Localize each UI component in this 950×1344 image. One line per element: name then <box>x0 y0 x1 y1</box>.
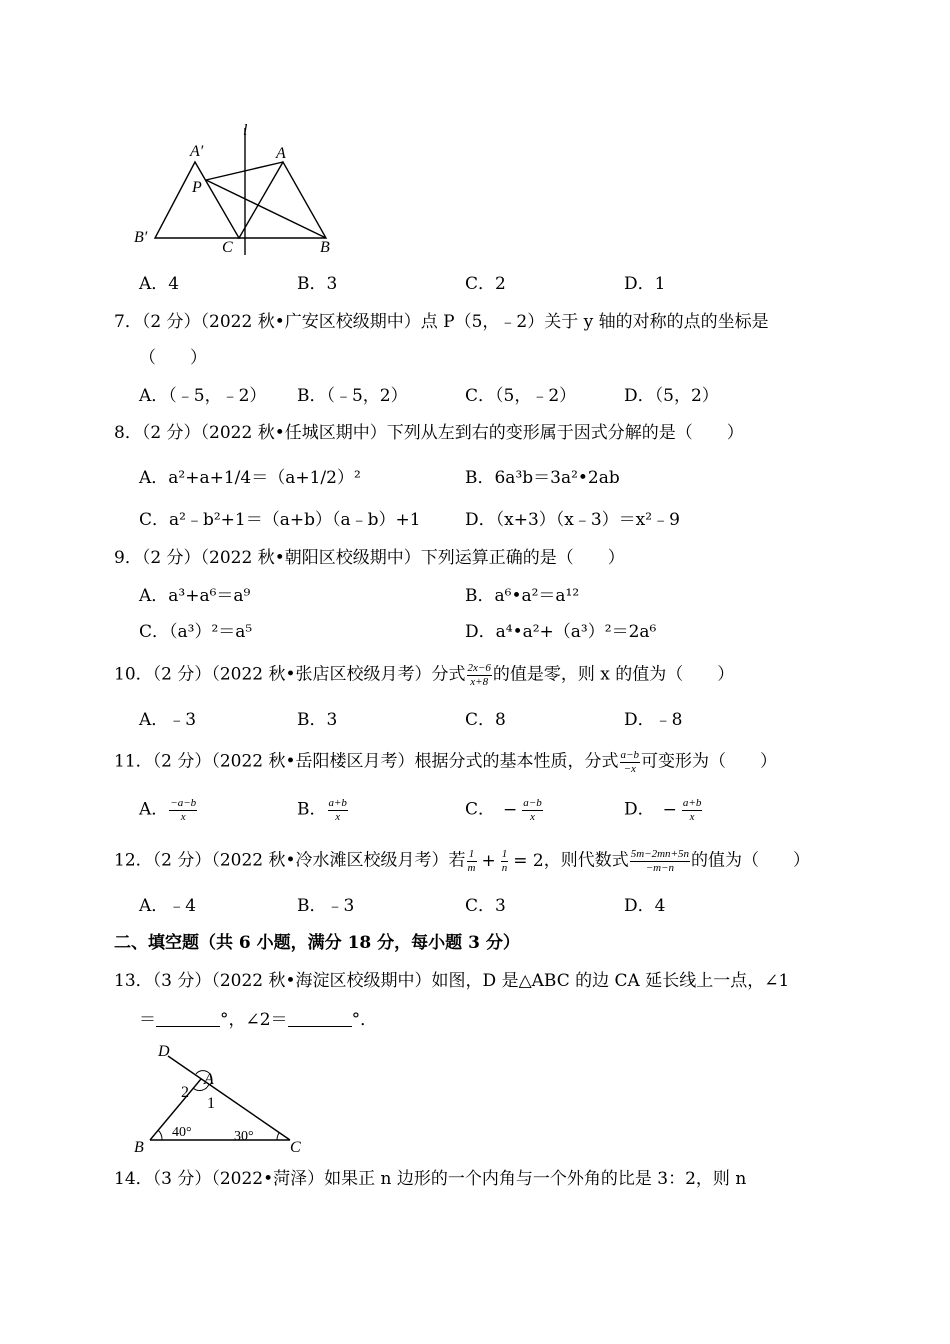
q11-option-d-num: a+b <box>682 797 702 809</box>
q12-stem-pre: 12．（2 分）（2022 秋•冷水滩区校级月考）若 <box>114 850 466 871</box>
q6-option-b: B．3 <box>297 274 338 294</box>
figure-reflection-diagram <box>130 120 350 260</box>
q11-frac-num: a−b <box>620 749 639 761</box>
q9-stem: 9．（2 分）（2022 秋•朝阳区校级期中）下列运算正确的是（ ） <box>114 548 625 568</box>
q12-option-d: D．4 <box>624 896 666 916</box>
label-angle-b: 40° <box>172 1125 192 1140</box>
label-d: D <box>158 1043 170 1060</box>
q11-option-b-den: x <box>335 810 341 823</box>
q9-option-a: A．a³+a⁶＝a⁹ <box>139 586 251 606</box>
q7-stem: 7．（2 分）（2022 秋•广安区校级期中）点 P（5，﹣2）关于 y 轴的对称的点的坐标是 <box>114 312 769 332</box>
q7-option-a: A．（﹣5，﹣2） <box>139 386 267 406</box>
q11-option-c-den: x <box>530 810 535 823</box>
q10-frac-num: 2x−6 <box>467 662 491 674</box>
q12-option-a: A．﹣4 <box>139 896 197 916</box>
q11-option-a-frac <box>169 797 197 823</box>
q11-option-a-den: x <box>180 810 186 823</box>
q9-option-c: C．（a³）²＝a⁵ <box>139 622 253 642</box>
q11-option-a-label: A． <box>139 799 169 820</box>
q11-option-a <box>139 797 198 823</box>
label-p: P <box>192 179 202 196</box>
label-a-prime: A′ <box>190 143 204 160</box>
section-2-heading: 二、填空题（共 6 小题，满分 18 分，每小题 3 分） <box>114 933 520 953</box>
q11-stem <box>114 749 777 775</box>
q10-stem-pre: 10．（2 分）（2022 秋•张店区校级月考）分式 <box>114 664 466 685</box>
q8-option-d: D．（x+3）（x﹣3）＝x²﹣9 <box>465 510 680 530</box>
q6-option-d: D．1 <box>624 274 666 294</box>
label-angle-2: 2 <box>181 1084 189 1101</box>
q13-eq: ＝ <box>139 1010 156 1030</box>
q11-frac-den: −x <box>623 762 636 775</box>
q12-frac-den: −m−n <box>645 861 674 874</box>
label-a: A <box>276 145 286 162</box>
q9-option-b: B．a⁶•a²＝a¹² <box>465 586 580 606</box>
q11-option-d-frac <box>682 797 702 823</box>
q11-option-b-frac <box>328 797 348 823</box>
q10-fraction <box>467 662 492 688</box>
label-c2: C <box>290 1139 301 1155</box>
q12-option-b: B．﹣3 <box>297 896 355 916</box>
q11-option-d <box>624 797 703 823</box>
q14-stem: 14．（3 分）（2022•菏泽）如果正 n 边形的一个内角与一个外角的比是 3：2，则 n <box>114 1169 747 1189</box>
q6-option-a: A．4 <box>139 274 180 294</box>
label-a2: A <box>204 1071 214 1088</box>
q12-stem-mid: ，则代数式 <box>543 850 629 871</box>
q10-option-c: C．8 <box>465 710 506 730</box>
q11-option-c-label: C． <box>465 799 496 820</box>
q11-option-c-frac <box>522 797 542 823</box>
q10-frac-den: x+8 <box>470 675 489 688</box>
label-angle-1: 1 <box>207 1095 215 1112</box>
q6-option-c: C．2 <box>465 274 506 294</box>
label-c: C <box>222 239 233 256</box>
q11-stem-pre: 11．（2 分）（2022 秋•岳阳楼区月考）根据分式的基本性质，分式 <box>114 751 619 772</box>
q8-option-a: A．a²+a+1/4＝（a+1/2）² <box>139 468 361 488</box>
q12-stem-post: 的值为（ ） <box>690 850 810 871</box>
q7-option-d: D．（5，2） <box>624 386 719 406</box>
q12-frac-num: 5m−2mn+5n <box>630 848 689 860</box>
q13-line2 <box>139 1012 377 1029</box>
q13-blank-2[interactable] <box>288 1012 352 1027</box>
q13-end: °． <box>351 1010 378 1030</box>
label-b: B <box>320 239 330 256</box>
q10-stem-post: 的值是零，则 x 的值为（ ） <box>492 664 735 685</box>
q12-fraction <box>630 848 690 874</box>
q7-option-b: B．（﹣5，2） <box>297 386 408 406</box>
q11-fraction <box>620 749 640 775</box>
label-b-prime: B′ <box>134 229 148 246</box>
q11-option-c-num: a−b <box>523 797 542 809</box>
q9-option-d: D．a⁴•a²+（a³）²＝2a⁶ <box>465 622 657 642</box>
q12-option-c: C．3 <box>465 896 506 916</box>
label-angle-c: 30° <box>234 1129 254 1144</box>
q12-eq: = 2 <box>513 850 544 871</box>
q12-stem: 12．（2 分）（2022 秋•冷水滩区校级月考）若 $\frac{1}{m}$ + $\frac{1}{n}$ = 2，则代数式 $\frac{5m-2mn+5n}{-m-n}$ 的值为（ ） <box>114 848 810 874</box>
q13-angle2-text: °，∠2＝ <box>220 1010 288 1030</box>
q11-option-d-den: x <box>689 810 695 823</box>
q10-option-a: A．﹣3 <box>139 710 197 730</box>
q12-frac-1m: $\frac{1}{m}$ <box>467 848 476 874</box>
q11-option-b-label: B． <box>297 799 327 820</box>
q7-stem-paren: （ ） <box>139 348 207 368</box>
q11-option-b-num: a+b <box>328 797 347 809</box>
q8-option-c: C．a²﹣b²+1＝（a+b）（a﹣b）+1 <box>139 510 421 530</box>
q11-stem-post: 可变形为（ ） <box>640 751 777 772</box>
q10-option-b: B．3 <box>297 710 338 730</box>
q12-frac-1n: $\frac{1}{n}$ <box>501 848 508 874</box>
q10-option-d: D．﹣8 <box>624 710 683 730</box>
figure-triangle-abc <box>130 1040 320 1155</box>
q11-option-d-label: D． <box>624 799 655 820</box>
label-l: l <box>243 122 248 139</box>
q8-option-b: B．6a³b＝3a²•2ab <box>465 468 620 488</box>
q13-blank-1[interactable] <box>156 1012 220 1027</box>
label-b2: B <box>134 1139 144 1155</box>
q10-stem <box>114 662 734 688</box>
q11-option-c <box>465 797 544 823</box>
q11-option-b <box>297 797 349 823</box>
q7-option-c: C．（5，﹣2） <box>465 386 577 406</box>
q11-option-a-num: −a−b <box>170 797 197 809</box>
q13-stem: 13．（3 分）（2022 秋•海淀区校级期中）如图，D 是△ABC 的边 CA 延长线上一点，∠1 <box>114 971 790 991</box>
q11-option-d-sign: − <box>662 799 677 820</box>
q11-option-c-sign: − <box>503 799 518 820</box>
q8-stem: 8．（2 分）（2022 秋•任城区期中）下列从左到右的变形属于因式分解的是（ ） <box>114 423 744 443</box>
